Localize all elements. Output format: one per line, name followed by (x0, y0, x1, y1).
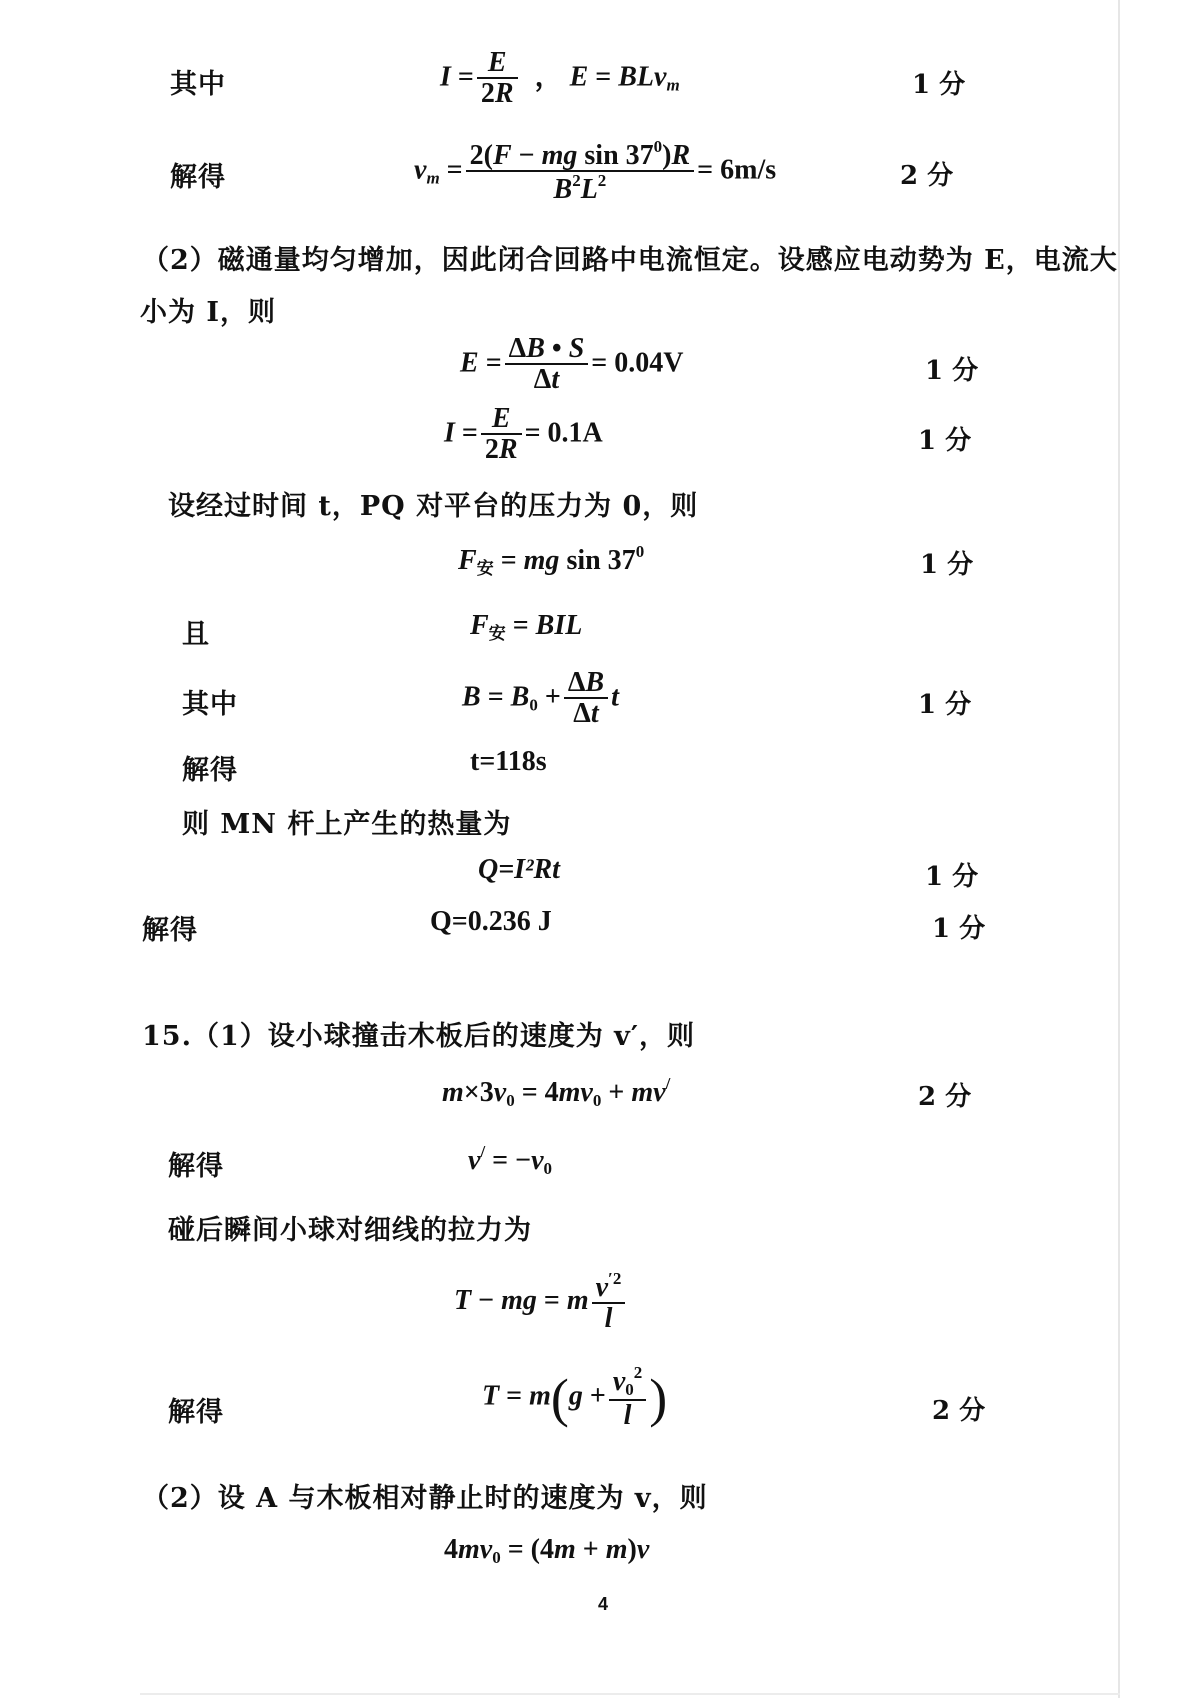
label-qizhong-2: 其中 (182, 689, 238, 720)
page-number: 4 (598, 1594, 609, 1614)
label-and: 且 (182, 619, 210, 650)
paragraph-heat: 则 MN 杆上产生的热量为 (182, 809, 512, 840)
label-qizhong-1: 其中 (170, 69, 226, 100)
label-jiede-4: 解得 (168, 1151, 224, 1182)
formula-current-emf: I = $\frac{E}{2R}$ ， E = BLv$_m$ (440, 47, 680, 110)
score-9: 2 分 (918, 1082, 972, 1112)
formula-ampere-force: $F_安$ = mg $\sin 37^0$ (458, 542, 645, 578)
score-7: 1 分 (925, 862, 979, 892)
paragraph-part2-line1: （2）磁通量均匀增加，因此闭合回路中电流恒定。设感应电动势为 E，电流大 (142, 245, 1118, 276)
formula-bil: $F_安$ = BIL (470, 610, 583, 643)
result-heat: Q=0.236 J (430, 906, 552, 937)
paragraph-time: 设经过时间 t，PQ 对平台的压力为 0，则 (168, 491, 699, 522)
question-15-part1: 15.（1）设小球撞击木板后的速度为 v′，则 (142, 1021, 695, 1052)
label-jiede-1: 解得 (170, 162, 226, 193)
score-3: 1 分 (925, 356, 979, 386)
score-4: 1 分 (918, 426, 972, 456)
page-edge-bottom (140, 1693, 1120, 1695)
score-8: 1 分 (932, 914, 986, 944)
score-10: 2 分 (932, 1396, 986, 1426)
formula-current-value: I = $\frac{E}{2R}$ = 0.1A (444, 403, 603, 466)
score-5: 1 分 (920, 550, 974, 580)
result-time: t=118s (470, 746, 547, 777)
page-edge-right (1118, 0, 1120, 1698)
paragraph-part2-line2: 小为 I，则 (140, 297, 277, 328)
paragraph-tension: 碰后瞬间小球对细线的拉力为 (168, 1215, 532, 1246)
formula-tension-result: T = m(g + $\frac{v_0^2}{l}$ ) (482, 1363, 668, 1431)
score-1: 1 分 (912, 70, 966, 100)
score-2: 2 分 (900, 161, 954, 191)
formula-momentum-2: $4mv_0 = (4m + m)v$ (444, 1534, 650, 1567)
formula-heat: Q=I²Rt (478, 854, 560, 885)
label-jiede-2: 解得 (182, 755, 238, 786)
formula-b-field: $B = B_0$ + $\frac{\Delta B}{\Delta t}$ t (462, 667, 619, 730)
label-jiede-5: 解得 (168, 1397, 224, 1428)
question-15-part2: （2）设 A 与木板相对静止时的速度为 v，则 (142, 1483, 708, 1514)
formula-momentum-1: $m\times 3v_0 = 4mv_0 + mv^/$ (442, 1074, 671, 1110)
formula-vm: $v_m$ = $\frac{2(F - mg \sin 37^0)R}{B^2L^2}$ = 6m/s (414, 137, 777, 206)
score-6: 1 分 (918, 690, 972, 720)
formula-emf-flux: E = $\frac{\Delta B • S}{\Delta t}$ = 0.04V (460, 333, 684, 396)
result-velocity: $v^/ = -v_0$ (468, 1142, 553, 1178)
formula-tension-equation: T − mg = m $\frac{v^{'2}}{l}$ (454, 1270, 628, 1335)
label-jiede-3: 解得 (142, 915, 198, 946)
